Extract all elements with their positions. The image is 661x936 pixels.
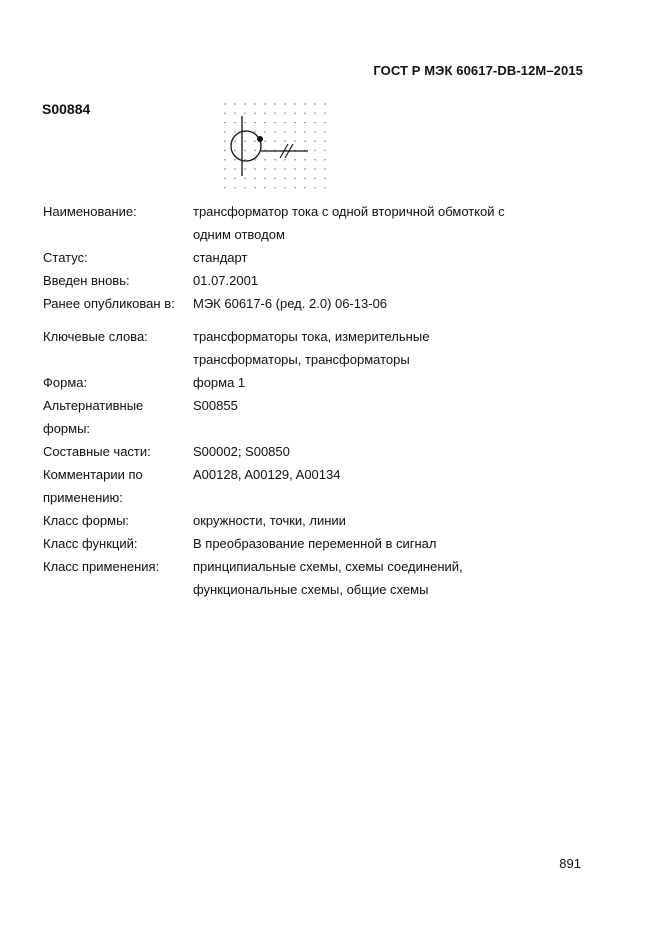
grid-dot <box>254 150 255 151</box>
field-row <box>43 200 583 246</box>
grid-dot <box>314 141 315 142</box>
grid-dot <box>284 141 285 142</box>
grid-dot <box>284 103 285 104</box>
grid-dot <box>254 168 255 169</box>
field-row <box>43 555 583 601</box>
grid-dot <box>284 178 285 179</box>
field-value: форма 1 <box>193 375 246 390</box>
grid-dot <box>224 150 225 151</box>
grid-dot <box>304 178 305 179</box>
grid-dot <box>254 131 255 132</box>
field-label: Альтернативные формы: <box>43 398 144 436</box>
field-value: трансформаторы тока, измерительные трансформаторы, трансформаторы <box>193 329 430 367</box>
grid-dot <box>264 159 265 160</box>
field-label: Наименование: <box>43 204 137 219</box>
grid-dot <box>224 187 225 188</box>
grid-dot <box>244 187 245 188</box>
grid-dot <box>304 141 305 142</box>
grid-dot <box>284 122 285 123</box>
grid-dot <box>224 122 225 123</box>
grid-dot <box>234 113 235 114</box>
grid-dot <box>224 141 225 142</box>
grid-dot <box>254 122 255 123</box>
field-label: Комментарии по применению: <box>43 467 143 505</box>
field-label: Ключевые слова: <box>43 329 148 344</box>
grid-dot <box>324 168 325 169</box>
grid-dot <box>314 159 315 160</box>
grid-dot <box>264 113 265 114</box>
grid-dot <box>314 150 315 151</box>
field-row <box>43 509 583 532</box>
grid-dot <box>254 113 255 114</box>
field-row <box>43 246 583 269</box>
grid-dot <box>264 187 265 188</box>
grid-dot <box>244 113 245 114</box>
field-label: Введен вновь: <box>43 273 130 288</box>
grid-dot <box>244 141 245 142</box>
field-label: Класс функций: <box>43 536 138 551</box>
field-label: Форма: <box>43 375 88 390</box>
grid-dot <box>294 141 295 142</box>
field-row <box>43 371 583 394</box>
field-row <box>43 325 583 371</box>
grid-dot <box>304 159 305 160</box>
grid-dot <box>284 168 285 169</box>
grid-dot <box>324 113 325 114</box>
grid-dot <box>304 113 305 114</box>
grid-dot <box>274 187 275 188</box>
field-value: S00002; S00850 <box>193 444 290 459</box>
grid-dot <box>274 103 275 104</box>
grid-dot <box>244 150 245 151</box>
grid-dot <box>274 131 275 132</box>
tap-dot <box>257 136 263 142</box>
grid-dot <box>294 159 295 160</box>
field-row <box>43 394 583 440</box>
document-header: ГОСТ Р МЭК 60617-DB-12M–2015 <box>373 63 583 78</box>
grid-dot <box>224 113 225 114</box>
grid-dot <box>294 168 295 169</box>
grid-dot <box>284 113 285 114</box>
grid-dot <box>314 178 315 179</box>
grid-dot <box>224 131 225 132</box>
grid-dot <box>244 122 245 123</box>
grid-dot <box>244 103 245 104</box>
grid-dot <box>284 187 285 188</box>
grid-dot <box>324 159 325 160</box>
grid-dot <box>244 168 245 169</box>
field-label: Ранее опубликован в: <box>43 296 175 311</box>
grid-dot <box>294 103 295 104</box>
attribute-table <box>43 200 583 601</box>
grid-dot <box>284 159 285 160</box>
field-value: S00855 <box>193 398 238 413</box>
grid-dot <box>324 131 325 132</box>
field-row <box>43 292 583 315</box>
grid-dot <box>314 168 315 169</box>
grid-dot <box>234 168 235 169</box>
grid-dot <box>314 122 315 123</box>
grid-dot <box>234 103 235 104</box>
grid-dot <box>224 159 225 160</box>
grid-dot <box>294 113 295 114</box>
grid-dot <box>324 187 325 188</box>
field-row <box>43 269 583 292</box>
grid-dot <box>264 168 265 169</box>
field-value: принципиальные схемы, схемы соединений, функциональные схемы, общие схемы <box>193 559 463 597</box>
grid-dot <box>264 103 265 104</box>
grid-dot <box>264 131 265 132</box>
grid-dot <box>254 178 255 179</box>
grid-dot <box>274 168 275 169</box>
transformer-circle <box>231 131 261 161</box>
grid-dot <box>304 187 305 188</box>
field-value: стандарт <box>193 250 248 265</box>
grid-dot <box>324 150 325 151</box>
field-label: Класс применения: <box>43 559 160 574</box>
page-number: 891 <box>559 856 581 871</box>
grid-dot <box>324 122 325 123</box>
grid-dots <box>224 103 325 188</box>
grid-dot <box>264 141 265 142</box>
field-value: B преобразование переменной в сигнал <box>193 536 437 551</box>
field-label: Статус: <box>43 250 88 265</box>
grid-dot <box>224 168 225 169</box>
grid-dot <box>324 141 325 142</box>
field-label: Класс формы: <box>43 513 130 528</box>
grid-dot <box>224 178 225 179</box>
grid-dot <box>274 159 275 160</box>
grid-dot <box>274 122 275 123</box>
field-value: A00128, A00129, A00134 <box>193 467 341 482</box>
grid-dot <box>294 122 295 123</box>
grid-dot <box>234 187 235 188</box>
grid-dot <box>234 122 235 123</box>
grid-dot <box>304 168 305 169</box>
field-row <box>43 440 583 463</box>
grid-dot <box>274 178 275 179</box>
grid-dot <box>314 131 315 132</box>
grid-dot <box>284 131 285 132</box>
grid-dot <box>264 122 265 123</box>
field-row <box>43 532 583 555</box>
grid-dot <box>274 113 275 114</box>
grid-dot <box>254 159 255 160</box>
grid-dot <box>324 103 325 104</box>
grid-dot <box>234 131 235 132</box>
grid-dot <box>254 141 255 142</box>
grid-dot <box>234 141 235 142</box>
grid-dot <box>304 103 305 104</box>
grid-dot <box>254 103 255 104</box>
grid-dot <box>254 187 255 188</box>
grid-dot <box>244 178 245 179</box>
current-transformer-symbol <box>220 98 330 190</box>
grid-dot <box>314 187 315 188</box>
grid-dot <box>294 178 295 179</box>
grid-dot <box>294 187 295 188</box>
field-value: окружности, точки, линии <box>193 513 346 528</box>
field-value: МЭК 60617-6 (ред. 2.0) 06-13-06 <box>193 296 388 311</box>
grid-dot <box>264 178 265 179</box>
grid-dot <box>304 131 305 132</box>
grid-dot <box>224 103 225 104</box>
field-label: Составные части: <box>43 444 151 459</box>
grid-dot <box>234 159 235 160</box>
grid-dot <box>324 178 325 179</box>
grid-dot <box>304 122 305 123</box>
field-row <box>43 463 583 509</box>
grid-dot <box>274 141 275 142</box>
grid-dot <box>314 103 315 104</box>
grid-dot <box>234 178 235 179</box>
grid-dot <box>234 150 235 151</box>
grid-dot <box>314 113 315 114</box>
grid-dot <box>294 131 295 132</box>
field-value: трансформатор тока с одной вторичной обмоткой с одним отводом <box>193 204 505 242</box>
field-value: 01.07.2001 <box>193 273 259 288</box>
symbol-code: S00884 <box>42 101 91 117</box>
